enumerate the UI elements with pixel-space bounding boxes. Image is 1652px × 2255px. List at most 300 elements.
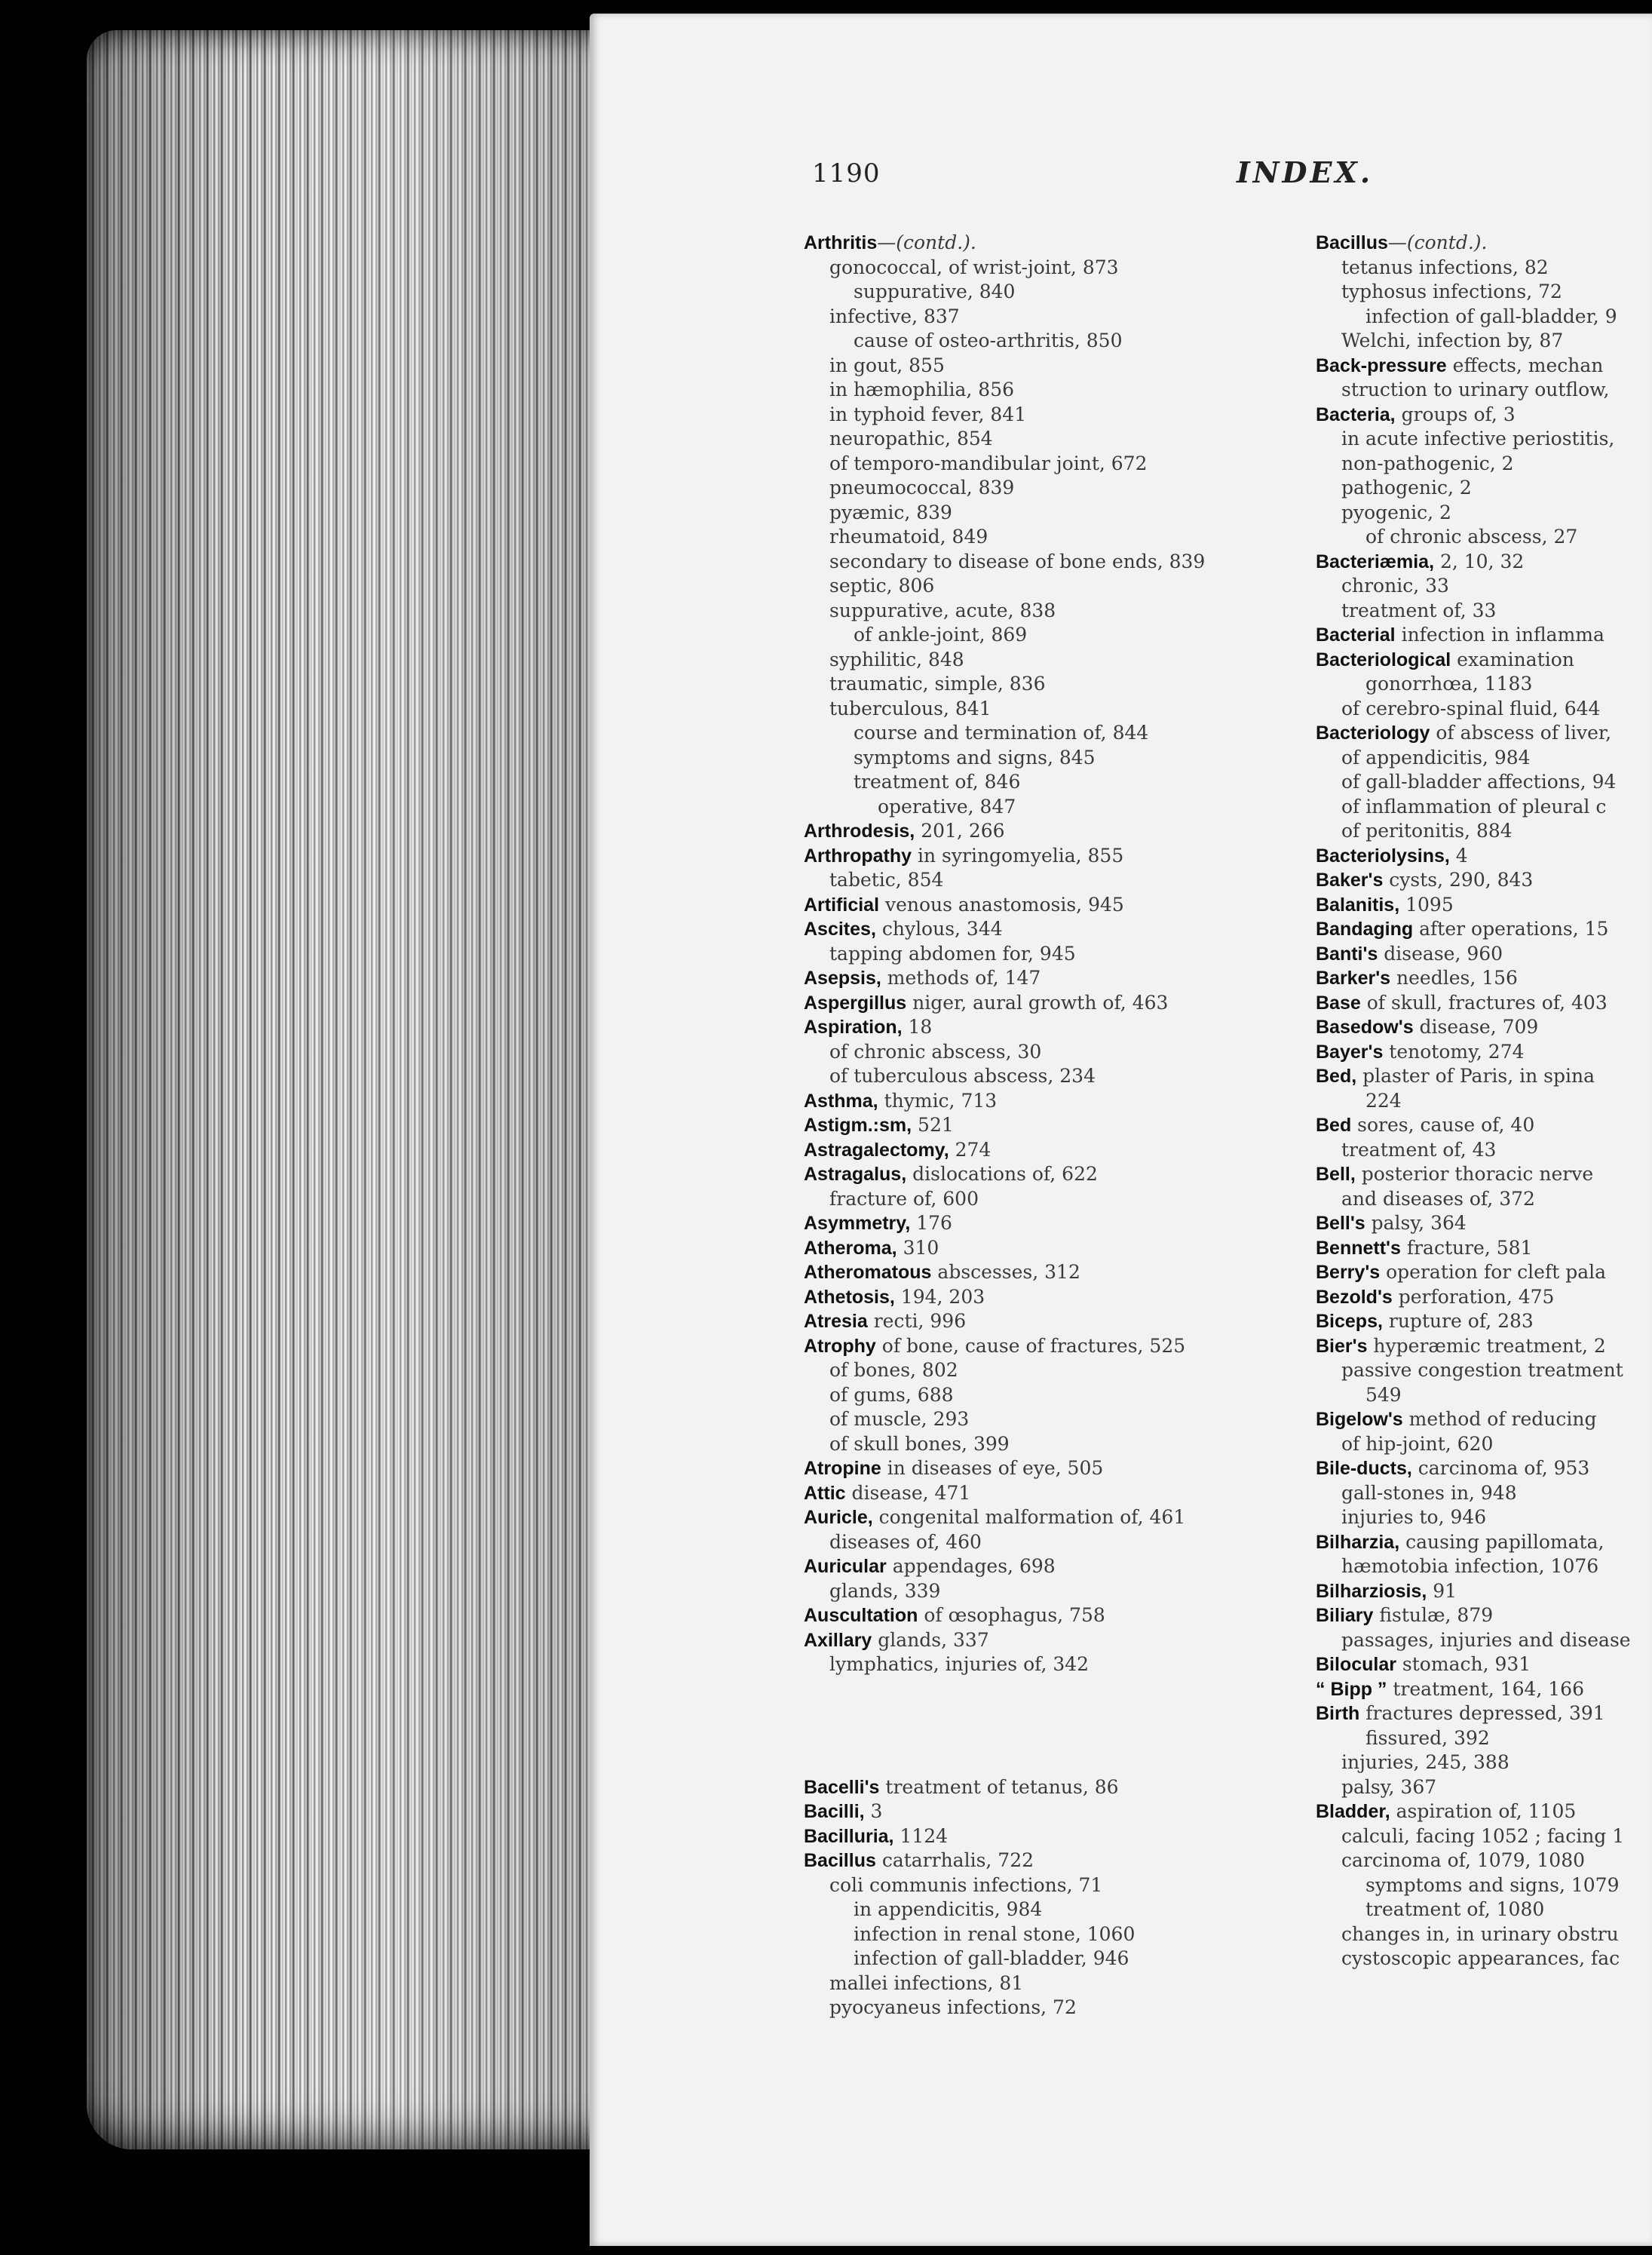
index-text: catarrhalis, 722 xyxy=(875,1849,1034,1871)
index-entry xyxy=(1316,844,1652,869)
index-heading: Bell's xyxy=(1316,1213,1365,1234)
index-entry xyxy=(804,525,1271,550)
index-text: passive congestion treatment xyxy=(1341,1359,1623,1381)
index-heading: Bilharzia, xyxy=(1316,1531,1400,1553)
index-heading: Bandaging xyxy=(1316,919,1414,940)
index-entry xyxy=(1316,1040,1652,1065)
index-heading: Astragalectomy, xyxy=(804,1139,949,1161)
index-entry xyxy=(1316,1603,1652,1628)
index-text: niger, aural growth of, 463 xyxy=(906,991,1169,1014)
index-text: infection in renal stone, 1060 xyxy=(854,1922,1136,1945)
index-heading: Aspiration, xyxy=(804,1017,903,1038)
index-entry xyxy=(804,1652,1271,1677)
index-entry xyxy=(1316,1750,1652,1775)
index-entry xyxy=(1316,550,1652,575)
index-entry xyxy=(1316,672,1652,697)
index-entry xyxy=(1316,1726,1652,1751)
index-text: of gall-bladder affections, 94 xyxy=(1341,771,1617,793)
index-heading: Berry's xyxy=(1316,1262,1381,1283)
index-text: symptoms and signs, 845 xyxy=(854,746,1096,769)
index-entry xyxy=(1316,476,1652,501)
index-entry xyxy=(1316,1187,1652,1212)
index-entry xyxy=(1316,280,1652,305)
index-heading: Bayer's xyxy=(1316,1041,1384,1063)
index-text: carcinoma of, 1079, 1080 xyxy=(1341,1849,1586,1871)
index-text: in appendicitis, 984 xyxy=(854,1898,1043,1920)
index-text: operative, 847 xyxy=(878,795,1016,818)
index-entry xyxy=(804,1603,1271,1628)
index-entry xyxy=(804,1334,1271,1359)
index-heading: Asepsis, xyxy=(804,968,881,989)
index-text: mallei infections, 81 xyxy=(829,1971,1024,1994)
index-heading: Bacteriolysins, xyxy=(1316,845,1450,867)
index-entry xyxy=(804,599,1271,624)
index-entry xyxy=(804,795,1271,820)
index-text: treatment of, 33 xyxy=(1341,599,1497,621)
index-text: perforation, 475 xyxy=(1392,1285,1555,1308)
index-entry xyxy=(804,1187,1271,1212)
index-entry xyxy=(804,1113,1271,1138)
index-heading: Athetosis, xyxy=(804,1286,895,1308)
index-entry xyxy=(1316,623,1652,648)
index-heading: Artificial xyxy=(804,894,880,916)
index-text: tuberculous, 841 xyxy=(829,697,992,719)
index-entry xyxy=(1316,1113,1652,1138)
index-entry xyxy=(804,1162,1271,1187)
index-text: tabetic, 854 xyxy=(829,869,944,891)
index-text: pyæmic, 839 xyxy=(829,501,952,523)
index-text: carcinoma of, 953 xyxy=(1411,1457,1590,1479)
index-heading: Bacilli, xyxy=(804,1801,865,1822)
index-entry xyxy=(1316,1162,1652,1187)
index-text: gonococcal, of wrist-joint, 873 xyxy=(829,256,1119,278)
index-text: palsy, 367 xyxy=(1341,1775,1437,1798)
index-entry xyxy=(804,819,1271,844)
index-heading: Bilocular xyxy=(1316,1654,1396,1675)
index-heading: Back-pressure xyxy=(1316,354,1447,376)
index-text: of appendicitis, 984 xyxy=(1341,746,1531,769)
index-entry xyxy=(804,672,1271,697)
index-entry xyxy=(1316,991,1652,1016)
index-text: diseases of, 460 xyxy=(829,1530,982,1553)
index-entry xyxy=(1316,1383,1652,1408)
index-entry xyxy=(1316,721,1652,746)
index-entry xyxy=(804,1432,1271,1457)
index-entry xyxy=(804,1358,1271,1383)
index-entry xyxy=(1316,1260,1652,1285)
index-text: disease, 471 xyxy=(845,1481,971,1504)
index-text: treatment of, 846 xyxy=(854,771,1021,793)
index-heading: Bier's xyxy=(1316,1335,1368,1357)
index-entry xyxy=(804,721,1271,746)
index-text: 3 xyxy=(864,1800,883,1822)
index-entry xyxy=(804,1383,1271,1408)
index-entry xyxy=(804,1848,1271,1873)
index-text: palsy, 364 xyxy=(1365,1212,1467,1234)
index-heading: Biceps, xyxy=(1316,1311,1383,1332)
index-text: 1124 xyxy=(893,1824,949,1847)
index-entry xyxy=(1316,648,1652,673)
index-text: needles, 156 xyxy=(1390,967,1518,989)
index-text: of abscess of liver, xyxy=(1430,722,1612,744)
index-entry xyxy=(1316,1898,1652,1922)
index-entry xyxy=(1316,1481,1652,1506)
index-text: congenital malformation of, 461 xyxy=(872,1506,1186,1528)
index-text: in typhoid fever, 841 xyxy=(829,403,1027,425)
index-entry xyxy=(804,1285,1271,1310)
index-text: aspiration of, 1105 xyxy=(1390,1800,1577,1822)
index-text: posterior thoracic nerve xyxy=(1355,1163,1594,1185)
index-entry xyxy=(804,403,1271,428)
index-heading: Bacillus xyxy=(1316,232,1388,253)
index-text: of tuberculous abscess, 234 xyxy=(829,1065,1096,1087)
index-text: non-pathogenic, 2 xyxy=(1341,452,1514,474)
index-heading: Biliary xyxy=(1316,1605,1374,1626)
index-entry xyxy=(1316,1799,1652,1824)
index-heading: Axillary xyxy=(804,1629,872,1651)
index-heading: Atresia xyxy=(804,1311,868,1332)
index-text: and diseases of, 372 xyxy=(1341,1187,1535,1210)
index-entry xyxy=(1316,1138,1652,1163)
index-text: 91 xyxy=(1427,1579,1457,1602)
index-text: symptoms and signs, 1079 xyxy=(1365,1873,1620,1896)
index-entry xyxy=(804,1898,1271,1922)
index-heading: Base xyxy=(1316,992,1361,1014)
index-entry xyxy=(1316,378,1652,403)
index-text: 224 xyxy=(1365,1089,1402,1112)
index-heading: Bile-ducts, xyxy=(1316,1458,1412,1479)
index-entry xyxy=(804,1040,1271,1065)
index-entry xyxy=(804,770,1271,795)
index-entry xyxy=(1316,574,1652,599)
index-entry xyxy=(804,844,1271,869)
index-text: Welchi, infection by, 87 xyxy=(1341,330,1564,351)
index-heading: Bacteriology xyxy=(1316,723,1430,744)
index-entry xyxy=(804,427,1271,452)
index-text: of skull, fractures of, 403 xyxy=(1360,991,1608,1014)
index-heading: Bell, xyxy=(1316,1164,1356,1185)
index-heading: Bilharziosis, xyxy=(1316,1580,1427,1602)
index-entry xyxy=(1316,525,1652,550)
index-text: hæmotobia infection, 1076 xyxy=(1341,1555,1599,1577)
index-text: 176 xyxy=(910,1212,952,1234)
index-entry xyxy=(1316,1922,1652,1947)
index-entry xyxy=(804,1236,1271,1261)
index-entry xyxy=(1316,1015,1652,1040)
index-text: appendages, 698 xyxy=(886,1555,1056,1577)
index-heading: Auricle, xyxy=(804,1507,873,1528)
index-text: disease, 960 xyxy=(1378,942,1503,965)
index-entry xyxy=(1316,231,1652,256)
index-text: infection of gall-bladder, 9 xyxy=(1365,305,1617,327)
index-heading: Asthma, xyxy=(804,1090,878,1112)
index-heading: Baker's xyxy=(1316,870,1384,891)
index-entry xyxy=(804,1677,1271,1726)
index-heading: Bacillus xyxy=(804,1850,876,1871)
index-entry xyxy=(804,354,1271,379)
index-heading: Asymmetry, xyxy=(804,1213,911,1234)
index-entry xyxy=(1316,1947,1652,1971)
index-entry xyxy=(804,1799,1271,1824)
index-heading: Bacteria, xyxy=(1316,403,1396,425)
index-entry xyxy=(1316,501,1652,526)
index-text: examination xyxy=(1451,648,1574,670)
index-heading: Astragalus, xyxy=(804,1164,907,1185)
index-heading: Atropine xyxy=(804,1458,881,1479)
index-heading: Banti's xyxy=(1316,943,1378,965)
index-entry xyxy=(804,1138,1271,1163)
index-entry xyxy=(804,1554,1271,1579)
index-text: of gums, 688 xyxy=(829,1383,954,1406)
index-entry xyxy=(1316,1432,1652,1457)
index-heading: Atrophy xyxy=(804,1335,876,1357)
index-text: effects, mechan xyxy=(1446,354,1604,376)
index-entry xyxy=(1316,1505,1652,1530)
index-entry xyxy=(1316,599,1652,624)
index-text: operation for cleft pala xyxy=(1380,1261,1607,1283)
index-entry xyxy=(804,329,1271,354)
index-entry xyxy=(804,697,1271,722)
index-text: treatment of tetanus, 86 xyxy=(879,1775,1119,1798)
index-text: 194, 203 xyxy=(894,1285,985,1308)
index-text: suppurative, 840 xyxy=(854,281,1016,302)
index-text: pneumococcal, 839 xyxy=(829,477,1015,499)
index-text: of chronic abscess, 30 xyxy=(829,1040,1042,1063)
index-text: changes in, in urinary obstru xyxy=(1341,1922,1619,1945)
index-entry xyxy=(1316,305,1652,330)
index-entry xyxy=(804,1309,1271,1334)
index-heading: Auscultation xyxy=(804,1605,918,1626)
index-heading: Bigelow's xyxy=(1316,1409,1403,1430)
index-text: coli communis infections, 71 xyxy=(829,1873,1103,1896)
index-text: of œsophagus, 758 xyxy=(918,1604,1105,1626)
index-text: in gout, 855 xyxy=(829,354,945,376)
index-text: in syringomyelia, 855 xyxy=(912,844,1124,867)
index-entry xyxy=(804,1260,1271,1285)
index-text: 18 xyxy=(902,1016,933,1038)
index-entry xyxy=(804,280,1271,305)
index-entry xyxy=(804,1064,1271,1089)
index-heading: Aspergillus xyxy=(804,992,907,1014)
index-entry xyxy=(804,305,1271,330)
index-text: groups of, 3 xyxy=(1395,403,1516,425)
index-entry xyxy=(804,1505,1271,1530)
index-entry xyxy=(804,231,1271,256)
index-text: in acute infective periostitis, xyxy=(1341,428,1615,449)
page-number: 1190 xyxy=(812,158,881,189)
index-text: rupture of, 283 xyxy=(1382,1310,1534,1332)
index-text: traumatic, simple, 836 xyxy=(829,673,1046,695)
index-text: treatment of, 1080 xyxy=(1365,1898,1545,1920)
index-text: causing papillomata, xyxy=(1399,1530,1604,1553)
index-entry xyxy=(1316,1628,1652,1653)
index-heading: Ascites, xyxy=(804,919,876,940)
index-entry xyxy=(804,1015,1271,1040)
index-text: chronic, 33 xyxy=(1341,575,1449,597)
index-entry xyxy=(804,1481,1271,1506)
index-entry xyxy=(1316,1554,1652,1579)
index-text: neuropathic, 854 xyxy=(829,428,993,449)
index-entry xyxy=(804,256,1271,281)
index-entry xyxy=(804,1530,1271,1555)
index-entry xyxy=(1316,1824,1652,1849)
index-entry xyxy=(1316,746,1652,771)
index-text: fracture, 581 xyxy=(1400,1236,1533,1259)
index-entry xyxy=(1316,942,1652,967)
index-entry xyxy=(804,966,1271,991)
index-text: sores, cause of, 40 xyxy=(1351,1114,1535,1136)
index-entry xyxy=(1316,1701,1652,1726)
index-entry xyxy=(1316,917,1652,942)
index-entry xyxy=(804,893,1271,918)
index-text: of muscle, 293 xyxy=(829,1408,970,1430)
index-entry xyxy=(804,1922,1271,1947)
index-entry xyxy=(1316,329,1652,354)
index-text: of inflammation of pleural c xyxy=(1341,795,1607,818)
index-entry xyxy=(804,1824,1271,1849)
index-heading: Bed xyxy=(1316,1115,1352,1136)
index-text: injuries, 245, 388 xyxy=(1341,1751,1509,1773)
index-heading: Bed, xyxy=(1316,1066,1357,1087)
index-text: method of reducing xyxy=(1402,1408,1597,1430)
index-text: tapping abdomen for, 945 xyxy=(829,942,1076,965)
index-text: of bones, 802 xyxy=(829,1359,958,1381)
index-text: in hæmophilia, 856 xyxy=(829,379,1015,400)
index-text: fistulæ, 879 xyxy=(1373,1604,1494,1626)
index-text: septic, 806 xyxy=(829,575,935,597)
index-entry xyxy=(804,1579,1271,1604)
index-heading: Astigm.:sm, xyxy=(804,1115,912,1136)
index-text: fissured, 392 xyxy=(1365,1726,1490,1749)
index-text: recti, 996 xyxy=(867,1310,967,1332)
index-text: cystoscopic appearances, fac xyxy=(1341,1947,1620,1969)
index-entry xyxy=(804,1775,1271,1800)
index-entry xyxy=(1316,1530,1652,1555)
index-column-left xyxy=(804,231,1271,2020)
index-entry xyxy=(804,1089,1271,1114)
index-entry xyxy=(804,991,1271,1016)
index-text: suppurative, acute, 838 xyxy=(829,599,1056,621)
index-text: rheumatoid, 849 xyxy=(829,526,988,548)
index-text: gall-stones in, 948 xyxy=(1341,1481,1517,1504)
index-heading: Basedow's xyxy=(1316,1017,1414,1038)
index-text: typhosus infections, 72 xyxy=(1341,281,1562,302)
index-heading: Bacilluria, xyxy=(804,1825,894,1847)
index-text: hyperæmic treatment, 2 xyxy=(1367,1334,1606,1357)
index-text: of bone, cause of fractures, 525 xyxy=(875,1334,1186,1357)
index-heading: Attic xyxy=(804,1482,846,1504)
index-text: of cerebro-spinal fluid, 644 xyxy=(1341,697,1601,719)
index-entry xyxy=(804,1726,1271,1775)
index-heading: Bacelli's xyxy=(804,1776,880,1798)
index-text: 4 xyxy=(1449,844,1468,867)
index-text: abscesses, 312 xyxy=(931,1261,1080,1283)
index-text: glands, 339 xyxy=(829,1579,941,1602)
index-entry xyxy=(804,476,1271,501)
index-text: methods of, 147 xyxy=(881,967,1041,989)
index-entry xyxy=(1316,1358,1652,1383)
index-heading: Balanitis, xyxy=(1316,894,1400,916)
index-text: of temporo-mandibular joint, 672 xyxy=(829,452,1148,474)
index-text: tenotomy, 274 xyxy=(1383,1040,1525,1063)
index-text: dislocations of, 622 xyxy=(906,1163,1098,1185)
index-entry xyxy=(804,1211,1271,1236)
index-entry xyxy=(804,746,1271,771)
index-text: course and termination of, 844 xyxy=(854,722,1149,744)
index-entry xyxy=(1316,770,1652,795)
index-entry xyxy=(804,1971,1271,1996)
page-title: INDEX. xyxy=(1237,155,1374,189)
index-entry xyxy=(804,1996,1271,2020)
index-text: in diseases of eye, 505 xyxy=(881,1457,1104,1479)
index-heading: Arthritis xyxy=(804,232,878,253)
index-text: of peritonitis, 884 xyxy=(1341,820,1513,842)
index-entry xyxy=(1316,697,1652,722)
index-text: 1095 xyxy=(1399,893,1454,916)
index-entry xyxy=(1316,1652,1652,1677)
index-text: tetanus infections, 82 xyxy=(1341,256,1549,278)
index-heading: Arthrodesis, xyxy=(804,821,915,842)
index-text: secondary to disease of bone ends, 839 xyxy=(829,550,1206,572)
index-text: thymic, 713 xyxy=(878,1089,998,1112)
index-entry xyxy=(1316,452,1652,477)
index-entry xyxy=(1316,1089,1652,1114)
index-text: passages, injuries and disease xyxy=(1341,1628,1631,1651)
index-heading: Bezold's xyxy=(1316,1286,1393,1308)
index-text: 310 xyxy=(896,1236,939,1259)
index-entry xyxy=(804,452,1271,477)
index-text: fracture of, 600 xyxy=(829,1187,979,1210)
index-text: 201, 266 xyxy=(915,820,1005,842)
index-entry xyxy=(1316,868,1652,893)
index-entry xyxy=(1316,966,1652,991)
index-entry xyxy=(804,378,1271,403)
index-text: infective, 837 xyxy=(829,305,960,327)
index-entry xyxy=(804,1628,1271,1653)
index-entry xyxy=(804,550,1271,575)
index-text: struction to urinary outflow, xyxy=(1341,379,1610,400)
index-text: of chronic abscess, 27 xyxy=(1365,526,1578,548)
index-entry xyxy=(804,1947,1271,1971)
index-text: 521 xyxy=(912,1114,954,1136)
index-heading: “ Bipp ” xyxy=(1316,1678,1387,1700)
index-column-right xyxy=(1316,231,1652,1971)
index-entry xyxy=(804,868,1271,893)
index-heading: Auricular xyxy=(804,1556,887,1577)
index-entry xyxy=(804,623,1271,648)
index-entry xyxy=(1316,1579,1652,1604)
index-text: stomach, 931 xyxy=(1396,1653,1531,1675)
index-heading: Barker's xyxy=(1316,968,1391,989)
book-edge-shading xyxy=(87,30,599,2149)
index-text: lymphatics, injuries of, 342 xyxy=(829,1653,1090,1675)
index-entry xyxy=(1316,1309,1652,1334)
index-heading: Bacteriæmia, xyxy=(1316,551,1435,572)
index-entry xyxy=(804,501,1271,526)
index-text: glands, 337 xyxy=(872,1628,989,1651)
index-entry xyxy=(1316,893,1652,918)
index-heading: Atheroma, xyxy=(804,1237,897,1259)
index-entry xyxy=(1316,1775,1652,1800)
index-entry xyxy=(1316,1334,1652,1359)
index-text: gonorrhœa, 1183 xyxy=(1365,673,1533,695)
index-entry xyxy=(1316,1848,1652,1873)
index-entry xyxy=(1316,819,1652,844)
index-entry xyxy=(1316,427,1652,452)
index-entry xyxy=(1316,1211,1652,1236)
index-text: injuries to, 946 xyxy=(1341,1506,1487,1528)
index-text: venous anastomosis, 945 xyxy=(879,893,1124,916)
